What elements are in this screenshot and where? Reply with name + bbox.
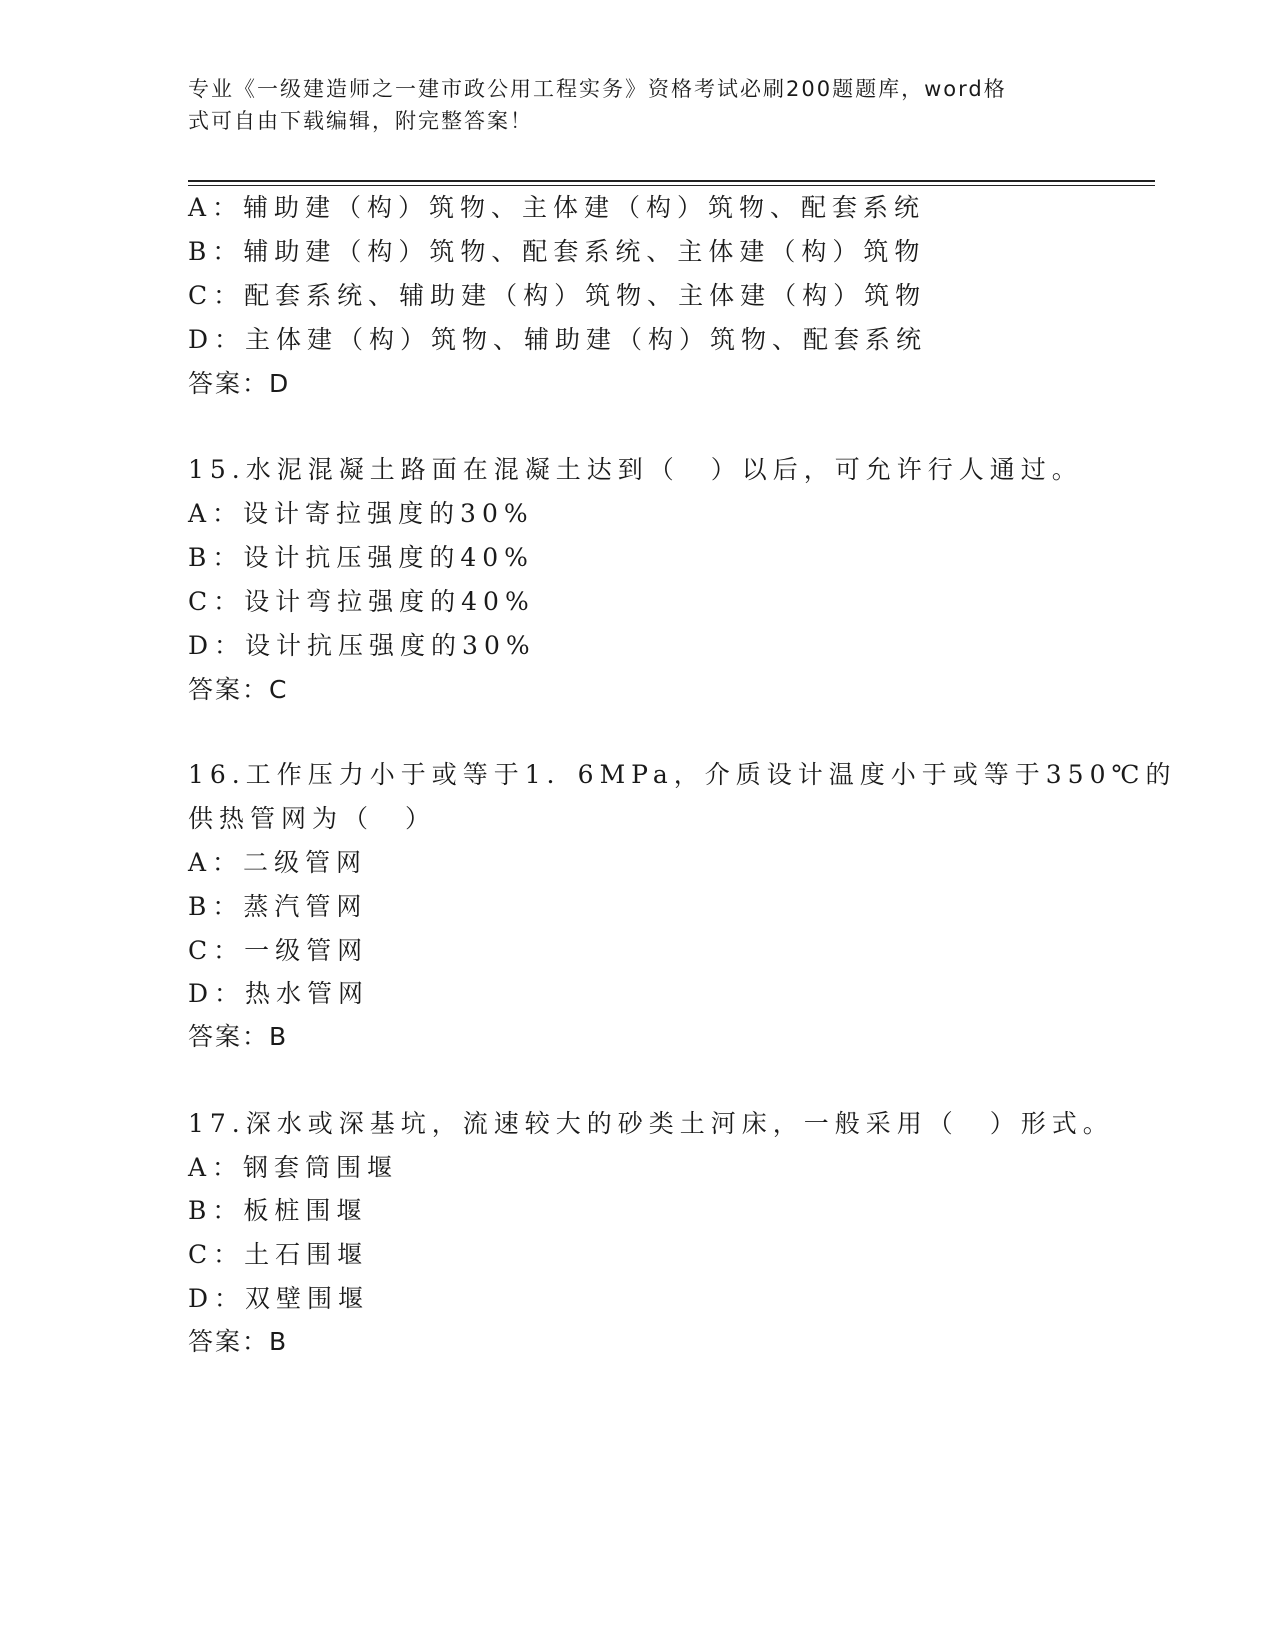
q16-option-c: C：一级管网 — [188, 936, 369, 965]
q17-option-b: B：板桩围堰 — [188, 1196, 368, 1225]
q14-option-b: B：辅助建（构）筑物、配套系统、主体建（构）筑物 — [188, 237, 926, 266]
q14-answer: 答案：D — [188, 369, 291, 398]
q17-answer: 答案：B — [188, 1327, 289, 1356]
q16-option-a: A：二级管网 — [188, 848, 368, 877]
q14-option-a: A：辅助建（构）筑物、主体建（构）筑物、配套系统 — [188, 193, 926, 222]
q17-option-a: A：钢套筒围堰 — [188, 1153, 399, 1182]
q14-option-c: C：配套系统、辅助建（构）筑物、主体建（构）筑物 — [188, 281, 927, 310]
document-header — [188, 73, 1088, 137]
q15-option-b: B：设计抗压强度的40% — [188, 543, 534, 572]
header-line-2: 式可自由下载编辑，附完整答案！ — [188, 109, 533, 133]
header-line-1: 专业《一级建造师之一建市政公用工程实务》资格考试必刷200题题库，word格 — [188, 77, 1007, 101]
q15-option-a: A：设计寄拉强度的30% — [188, 499, 534, 528]
q17-option-d: D：双壁围堰 — [188, 1284, 370, 1313]
q16-stem-line-1: 16.工作压力小于或等于1．6MPa，介质设计温度小于或等于350℃的 — [188, 760, 1177, 789]
q16-option-d: D：热水管网 — [188, 979, 370, 1008]
q17-option-c: C：土石围堰 — [188, 1240, 369, 1269]
q16-option-b: B：蒸汽管网 — [188, 892, 368, 921]
q15-stem: 15.水泥混凝土路面在混凝土达到（ ）以后，可允许行人通过。 — [188, 455, 1083, 484]
q15-option-d: D：设计抗压强度的30% — [188, 631, 536, 660]
header-rule-thick — [188, 180, 1155, 182]
q16-answer: 答案：B — [188, 1022, 289, 1051]
q15-option-c: C：设计弯拉强度的40% — [188, 587, 535, 616]
q15-answer: 答案：C — [188, 675, 289, 704]
q17-stem: 17.深水或深基坑，流速较大的砂类土河床，一般采用（ ）形式。 — [188, 1109, 1114, 1138]
q16-stem-line-2: 供热管网为（ ） — [188, 804, 437, 833]
q14-option-d: D：主体建（构）筑物、辅助建（构）筑物、配套系统 — [188, 325, 928, 354]
header-rule-thin — [188, 185, 1155, 186]
